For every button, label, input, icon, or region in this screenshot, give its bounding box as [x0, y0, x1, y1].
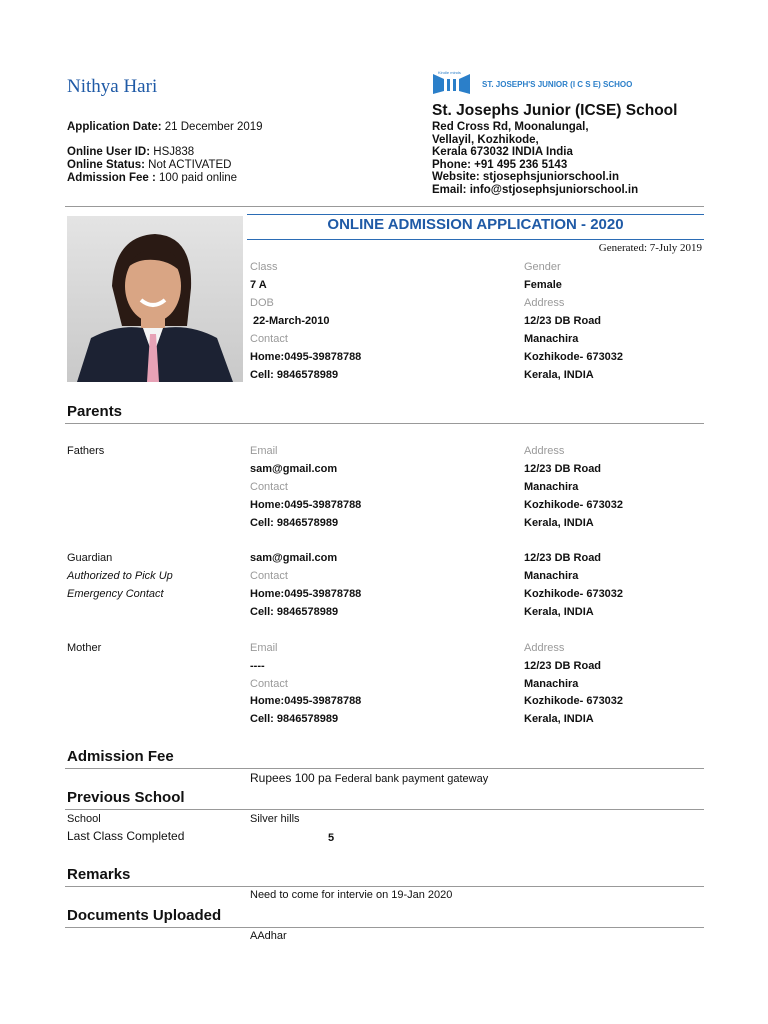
- mother-contact-label: Contact: [250, 678, 288, 690]
- school-website[interactable]: Website: stjosephsjuniorschool.in: [432, 171, 620, 183]
- documents-divider: [65, 927, 704, 928]
- admission-fee-value: 100 paid online: [159, 172, 238, 184]
- father-email-label: Email: [250, 445, 278, 457]
- mother-email-label: Email: [250, 642, 278, 654]
- admission-fee-row: [67, 172, 237, 185]
- address-line-2: Manachira: [524, 333, 579, 345]
- mother-cell: Cell: 9846578989: [250, 713, 339, 725]
- guardian-note-emergency: Emergency Contact: [67, 588, 164, 600]
- father-address-2: Manachira: [524, 481, 579, 493]
- school-phone: Phone: +91 495 236 5143: [432, 159, 568, 171]
- document-item[interactable]: AAdhar: [250, 930, 287, 942]
- online-status-value: Not ACTIVATED: [148, 159, 232, 171]
- guardian-email: sam@gmail.com: [250, 552, 338, 564]
- mother-home: Home:0495-39878788: [250, 695, 362, 707]
- application-date-value: 21 December 2019: [164, 121, 263, 133]
- guardian-cell: Cell: 9846578989: [250, 606, 339, 618]
- student-photo: [67, 216, 243, 382]
- form-title: ONLINE ADMISSION APPLICATION - 2020: [327, 216, 624, 233]
- guardian-address-1: 12/23 DB Road: [524, 552, 602, 564]
- online-status-row: [67, 159, 231, 172]
- dob-label: DOB: [250, 297, 274, 309]
- school-address-2: Vellayil, Kozhikode,: [432, 134, 539, 146]
- documents-heading: Documents Uploaded: [67, 907, 222, 924]
- user-id-value: HSJ838: [153, 146, 195, 158]
- user-id-row: [67, 146, 194, 159]
- guardian-address-3: Kozhikode- 673032: [524, 588, 624, 600]
- gender-value: Female: [524, 279, 562, 291]
- school-address-3: Kerala 673032 INDIA India: [432, 146, 573, 158]
- guardian-address-4: Kerala, INDIA: [524, 606, 594, 618]
- address-line-4: Kerala, INDIA: [524, 369, 594, 381]
- previous-school-divider: [65, 809, 704, 810]
- mother-address-1: 12/23 DB Road: [524, 660, 602, 672]
- school-label: School: [67, 813, 101, 825]
- banner-rule-bottom: [247, 239, 704, 240]
- last-class-value: 5: [328, 832, 335, 844]
- banner-rule-top: [247, 214, 704, 215]
- school-logo-icon: [432, 70, 632, 96]
- generated-date: Generated: 7-July 2019: [598, 242, 702, 254]
- admission-fee-detail: [250, 771, 488, 785]
- online-status-label: Online Status:: [67, 159, 145, 171]
- previous-school-heading: Previous School: [67, 789, 185, 806]
- last-class-label: Last Class Completed: [67, 829, 185, 843]
- mother-address-4: Kerala, INDIA: [524, 713, 594, 725]
- admission-fee-heading: Admission Fee: [67, 748, 174, 765]
- remarks-divider: [65, 886, 704, 887]
- remarks-text: Need to come for intervie on 19-Jan 2020: [250, 889, 453, 901]
- mother-email: ----: [250, 660, 265, 672]
- father-cell: Cell: 9846578989: [250, 517, 339, 529]
- user-id-label: Online User ID:: [67, 146, 151, 158]
- address-line-1: 12/23 DB Road: [524, 315, 602, 327]
- admission-fee-divider: [65, 768, 704, 769]
- remarks-heading: Remarks: [67, 866, 131, 883]
- svg-text:ST. JOSEPH'S JUNIOR (I C S E): ST. JOSEPH'S JUNIOR (I C S E) SCHOOL: [482, 80, 632, 89]
- school-value: Silver hills: [250, 813, 300, 825]
- admission-fee-amount: Rupees 100 pa: [250, 771, 332, 785]
- father-label: Fathers: [67, 445, 105, 457]
- cell-phone: Cell: 9846578989: [250, 369, 339, 381]
- mother-address-3: Kozhikode- 673032: [524, 695, 624, 707]
- guardian-address-2: Manachira: [524, 570, 579, 582]
- mother-address-2: Manachira: [524, 678, 579, 690]
- father-email: sam@gmail.com: [250, 463, 338, 475]
- school-logo: [432, 70, 632, 96]
- admission-fee-method: Federal bank payment gateway: [334, 773, 489, 785]
- applicant-name: Nithya Hari: [67, 76, 158, 97]
- application-date-label: Application Date:: [67, 121, 162, 133]
- father-address-1: 12/23 DB Road: [524, 463, 602, 475]
- class-label: Class: [250, 261, 278, 273]
- home-phone: Home:0495-39878788: [250, 351, 362, 363]
- school-name: St. Josephs Junior (ICSE) School: [432, 102, 678, 119]
- father-contact-label: Contact: [250, 481, 288, 493]
- mother-address-label: Address: [524, 642, 565, 654]
- admission-fee-label: Admission Fee :: [67, 172, 156, 184]
- student-photo-image: [67, 216, 243, 382]
- mother-label: Mother: [67, 642, 102, 654]
- guardian-label: Guardian: [67, 552, 113, 564]
- guardian-note-pickup: Authorized to Pick Up: [67, 570, 173, 582]
- father-address-4: Kerala, INDIA: [524, 517, 594, 529]
- father-address-label: Address: [524, 445, 565, 457]
- address-label: Address: [524, 297, 565, 309]
- school-email[interactable]: Email: info@stjosephsjuniorschool.in: [432, 184, 639, 196]
- application-date-row: [67, 121, 263, 134]
- school-address-1: Red Cross Rd, Moonalungal,: [432, 121, 589, 133]
- address-line-3: Kozhikode- 673032: [524, 351, 624, 363]
- gender-label: Gender: [524, 261, 561, 273]
- father-home: Home:0495-39878788: [250, 499, 362, 511]
- class-value: 7 A: [250, 279, 267, 291]
- dob-value: 22-March-2010: [250, 315, 330, 327]
- father-address-3: Kozhikode- 673032: [524, 499, 624, 511]
- parents-divider: [65, 423, 704, 424]
- guardian-contact-label: Contact: [250, 570, 288, 582]
- guardian-home: Home:0495-39878788: [250, 588, 362, 600]
- contact-label: Contact: [250, 333, 288, 345]
- svg-text:Kindle minds: Kindle minds: [438, 70, 461, 75]
- parents-heading: Parents: [67, 403, 123, 420]
- header-divider: [65, 206, 704, 207]
